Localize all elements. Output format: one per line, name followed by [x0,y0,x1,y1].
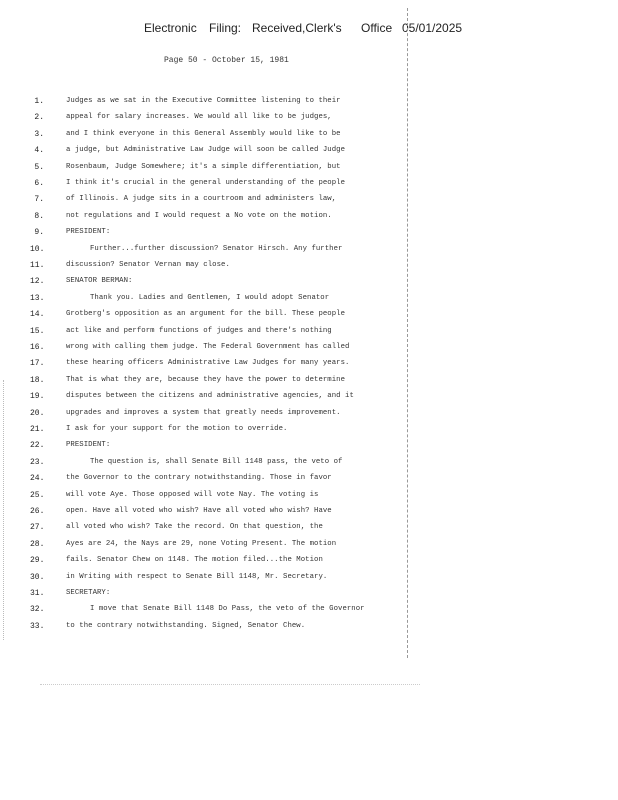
transcript-line [0,212,618,228]
transcript-line [0,392,618,408]
line-number: 15. [30,326,45,336]
line-text: to the contrary notwithstanding. Signed, Senator Chew. [66,621,306,630]
transcript-line [0,163,618,179]
line-number: 8. [34,211,44,221]
line-text: the Governor to the contrary notwithstanding. Those in favor [66,474,332,483]
line-number: 1. [34,97,44,106]
line-text: Thank you. Ladies and Gentlemen, I would adopt Senator [90,293,330,302]
line-number: 33. [30,621,45,631]
transcript-line [0,507,618,523]
transcript-line [0,113,618,129]
transcript-line [0,310,618,326]
stamp-office: Office [361,21,393,35]
line-text: The question is, shall Senate Bill 1148 pass, the veto of [90,457,343,466]
line-text: Ayes are 24, the Nays are 29, none Voting Present. The motion [66,539,337,548]
transcript-line [0,589,618,605]
transcript-line [0,359,618,375]
scan-artifact [40,684,420,691]
line-text: discussion? Senator Vernan may close. [66,261,230,269]
transcript-line [0,327,618,343]
transcript-line [0,294,618,310]
transcript-line [0,179,618,195]
line-text: PRESIDENT: [66,228,111,237]
line-number: 10. [30,244,45,254]
line-text: these hearing officers Administrative Law Judges for many years. [66,359,350,368]
stamp-filing: Filing: [209,21,242,35]
transcript-line [0,130,618,146]
line-text: I ask for your support for the motion to override. [66,425,288,433]
line-number: 13. [30,293,45,303]
line-text: open. Have all voted who wish? Have all voted who wish? Have [66,507,332,515]
transcript-line [0,523,618,539]
transcript-line [0,261,618,277]
transcript-line [0,622,618,638]
line-number: 27. [30,523,45,533]
page-header: Page 50 - October 15, 1981 [164,56,289,65]
line-text: Rosenbaum, Judge Somewhere; it's a simple differentiation, but [66,162,341,171]
line-text: wrong with calling them judge. The Federal Government has called [66,343,350,351]
line-number: 9. [34,228,44,238]
line-number: 29. [30,556,45,566]
line-number: 24. [30,474,45,484]
line-number: 16. [30,343,45,352]
line-number: 31. [30,589,45,598]
line-text: appeal for salary increases. We would all like to be judges, [66,113,332,122]
line-number: 11. [30,261,45,270]
transcript-line [0,409,618,425]
transcript-line [0,245,618,261]
line-text: all voted who wish? Take the record. On that question, the [66,523,323,532]
transcript-line [0,540,618,556]
transcript-line [0,146,618,162]
line-text: SENATOR BERMAN: [66,277,133,286]
line-text: That is what they are, because they have the power to determine [66,375,346,384]
line-text: disputes between the citizens and administrative agencies, and it [66,392,354,401]
line-number: 17. [30,359,45,369]
line-number: 28. [30,539,45,549]
stamp-electronic: Electronic [144,21,197,35]
line-number: 2. [34,113,44,123]
line-text: not regulations and I would request a No vote on the motion. [66,211,332,220]
line-number: 23. [30,457,45,467]
line-number: 25. [30,490,45,500]
line-number: 5. [34,162,44,172]
line-text: will vote Aye. Those opposed will vote Nay. The voting is [66,490,319,499]
line-text: upgrades and improves a system that greatly needs improvement. [66,408,341,417]
line-text: I think it's crucial in the general understanding of the people [66,179,346,187]
line-text: of Illinois. A judge sits in a courtroom and administers law, [66,195,337,204]
line-number: 22. [30,441,45,451]
transcript-line [0,425,618,441]
line-number: 30. [30,572,45,582]
transcript-line [0,343,618,359]
transcript-line [0,441,618,457]
transcript-line [0,277,618,293]
line-number: 4. [34,146,44,156]
transcript-line [0,376,618,392]
line-number: 32. [30,605,45,615]
transcript-line [0,556,618,572]
line-number: 6. [34,179,44,188]
line-number: 21. [30,425,45,434]
line-number: 20. [30,408,45,418]
line-number: 3. [34,129,44,139]
transcript-line [0,97,618,113]
line-text: act like and perform functions of judges and there's nothing [66,326,332,335]
line-text: PRESIDENT: [66,441,111,450]
line-text: Judges as we sat in the Executive Committee listening to their [66,97,341,105]
line-text: fails. Senator Chew on 1148. The motion filed...the Motion [66,556,323,565]
transcript-line [0,573,618,589]
transcript-line [0,228,618,244]
line-text: a judge, but Administrative Law Judge will soon be called Judge [66,146,346,155]
transcript-line [0,491,618,507]
line-number: 12. [30,277,45,287]
line-text: SECRETARY: [66,589,111,597]
line-text: and I think everyone in this General Assembly would like to be [66,129,341,138]
line-text: Further...further discussion? Senator Hirsch. Any further [90,244,343,253]
transcript-line [0,458,618,474]
line-number: 19. [30,392,45,402]
line-number: 14. [30,310,45,320]
stamp-received: Received,Clerk's [252,21,342,35]
transcript-line [0,474,618,490]
stamp-date: 05/01/2025 [402,21,463,35]
line-text: Grotberg's opposition as an argument for the bill. These people [66,310,346,319]
line-number: 26. [30,507,45,516]
line-number: 18. [30,375,45,385]
line-text: I move that Senate Bill 1148 Do Pass, the veto of the Governor [90,605,365,614]
transcript-line [0,605,618,621]
line-text: in Writing with respect to Senate Bill 1148, Mr. Secretary. [66,572,328,581]
line-number: 7. [34,195,44,205]
transcript-line [0,195,618,211]
